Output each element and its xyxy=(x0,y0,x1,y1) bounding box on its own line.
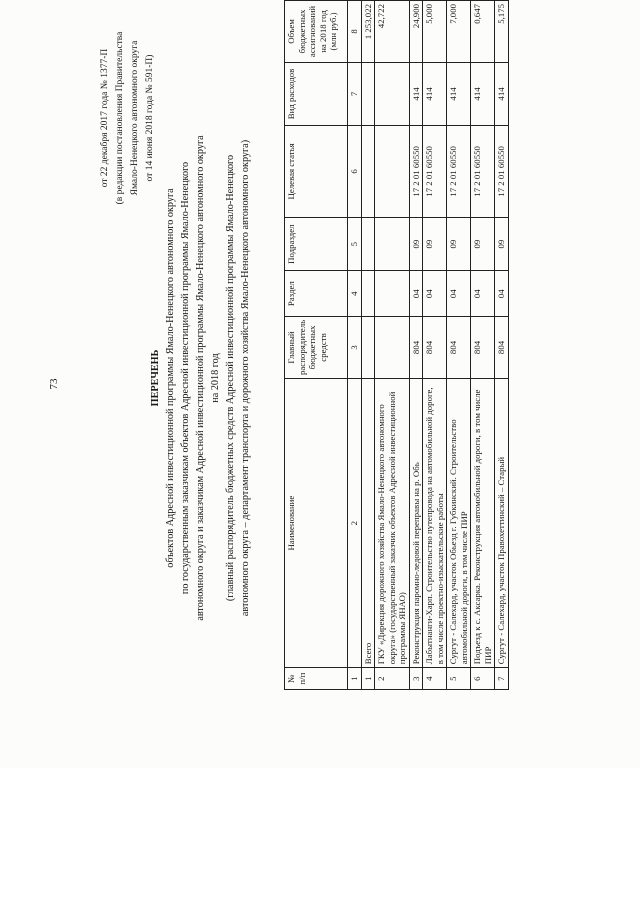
cell-volume: 7,000 xyxy=(447,1,471,63)
heading-line: по государственным заказчикам объектов Адресной инвестиционной программы Ямало-Ненецкого xyxy=(180,161,191,595)
cell-volume: 1 253,022 xyxy=(361,1,375,63)
col-number: 7 xyxy=(348,62,362,125)
cell-name: Сургут - Салехард, участок Обьезд г. Губкинский. Строительство автомобильной дороги, в том числе ПИР xyxy=(447,379,471,668)
col-number: 6 xyxy=(348,125,362,217)
cell-volume: 24,900 xyxy=(409,1,423,63)
header-section: Раздел xyxy=(285,271,348,316)
header-exp-type: Вид расходов xyxy=(285,62,348,125)
col-number: 2 xyxy=(348,379,362,668)
objects-table xyxy=(284,0,509,690)
cell-volume: 42,722 xyxy=(375,1,410,63)
amendment-line: Ямало-Ненецкого автономного округа xyxy=(130,40,140,196)
cell-num: 5 xyxy=(447,668,471,690)
cell-section: 04 xyxy=(409,271,423,316)
col-number: 4 xyxy=(348,271,362,316)
cell-grbs: 804 xyxy=(423,316,447,378)
cell-name: Сургут - Салехард, участок Правохеттинский – Старый xyxy=(495,379,509,668)
cell-subsection: 09 xyxy=(447,217,471,271)
table-row xyxy=(375,1,410,690)
cell-target: 17 2 01 60550 xyxy=(409,125,423,217)
cell-num: 1 xyxy=(361,668,375,690)
cell-num: 3 xyxy=(409,668,423,690)
cell-subsection: 09 xyxy=(495,217,509,271)
heading-line: объектов Адресной инвестиционной программы Ямало-Ненецкого автономного округа xyxy=(165,188,176,568)
cell-subsection: 09 xyxy=(471,217,495,271)
cell-name: Лабытнанги-Харп. Строительство путепровода на автомобильной дороге, в том числе проектно-изыскательские работы xyxy=(423,379,447,668)
cell-grbs xyxy=(375,316,410,378)
col-number: 5 xyxy=(348,217,362,271)
cell-exp-type: 414 xyxy=(423,62,447,125)
cell-volume: 5,175 xyxy=(495,1,509,63)
cell-volume: 5,000 xyxy=(423,1,447,63)
cell-subsection xyxy=(361,217,375,271)
heading-line: (главный распорядитель бюджетных средств Адресной инвестиционной программы Ямало-Ненецкого xyxy=(225,154,236,602)
cell-num: 6 xyxy=(471,668,495,690)
cell-grbs: 804 xyxy=(471,316,495,378)
header-num: № п/п xyxy=(285,668,348,690)
table-row xyxy=(423,1,447,690)
header-name: Наименование xyxy=(285,379,348,668)
cell-target xyxy=(375,125,410,217)
cell-name: ГКУ «Дирекция дорожного хозяйства Ямало-Ненецкого автономного округа» (государственный заказчик объектов Адресной инвестиционной программы ЯНАО) xyxy=(375,379,410,668)
cell-name: Всего xyxy=(361,379,375,668)
heading-line: автономного округа – департамент транспорта и дорожного хозяйства Ямало-Ненецкого автономного округа) xyxy=(240,139,251,617)
amendment-line: от 22 декабря 2017 года № 1377-П xyxy=(100,48,110,188)
header-volume: Объем бюджетных ассигнований на 2018 год (млн руб.) xyxy=(285,1,348,63)
cell-exp-type: 414 xyxy=(471,62,495,125)
cell-target xyxy=(361,125,375,217)
amendment-line: от 14 июня 2018 года № 591-П) xyxy=(145,54,155,182)
cell-num: 7 xyxy=(495,668,509,690)
header-grbs: Главный распорядитель бюджетных средств xyxy=(285,316,348,378)
cell-exp-type: 414 xyxy=(447,62,471,125)
cell-section: 04 xyxy=(471,271,495,316)
header-target: Целевая статья xyxy=(285,125,348,217)
col-number: 1 xyxy=(348,668,362,690)
document-heading xyxy=(148,28,253,728)
cell-subsection: 09 xyxy=(423,217,447,271)
cell-section: 04 xyxy=(495,271,509,316)
cell-grbs: 804 xyxy=(495,316,509,378)
cell-exp-type: 414 xyxy=(495,62,509,125)
cell-section: 04 xyxy=(447,271,471,316)
page-number: 73 xyxy=(48,378,60,390)
cell-target: 17 2 01 60550 xyxy=(495,125,509,217)
heading-line: автономного округа и заказчикам Адресной инвестиционной программы Ямало-Ненецкого автономного округа xyxy=(195,135,206,621)
cell-section xyxy=(375,271,410,316)
header-subsection: Подраздел xyxy=(285,217,348,271)
table-header-row xyxy=(285,1,348,690)
cell-target: 17 2 01 60550 xyxy=(471,125,495,217)
cell-section xyxy=(361,271,375,316)
table-row xyxy=(447,1,471,690)
cell-exp-type xyxy=(375,62,410,125)
document-title: ПЕРЕЧЕНЬ xyxy=(150,349,161,407)
table-row xyxy=(471,1,495,690)
cell-num: 2 xyxy=(375,668,410,690)
cell-section: 04 xyxy=(423,271,447,316)
cell-grbs: 804 xyxy=(409,316,423,378)
cell-num: 4 xyxy=(423,668,447,690)
table-row xyxy=(409,1,423,690)
cell-grbs: 804 xyxy=(447,316,471,378)
cell-subsection xyxy=(375,217,410,271)
col-number: 8 xyxy=(348,1,362,63)
cell-volume: 0,647 xyxy=(471,1,495,63)
column-number-row xyxy=(348,1,362,690)
cell-target: 17 2 01 60550 xyxy=(447,125,471,217)
cell-exp-type xyxy=(361,62,375,125)
cell-exp-type: 414 xyxy=(409,62,423,125)
cell-name: Реконструкция паромно-ледовой переправы на р. Обь xyxy=(409,379,423,668)
table-row xyxy=(495,1,509,690)
table-row xyxy=(361,1,375,690)
col-number: 3 xyxy=(348,316,362,378)
heading-line: на 2018 год xyxy=(210,353,221,403)
cell-subsection: 09 xyxy=(409,217,423,271)
cell-name: Подъезд к с. Аксарка. Реконструкция автомобильной дороги, в том числе ПИР xyxy=(471,379,495,668)
cell-target: 17 2 01 60550 xyxy=(423,125,447,217)
amendment-line: (в редакции постановления Правительства xyxy=(115,31,125,205)
cell-grbs xyxy=(361,316,375,378)
